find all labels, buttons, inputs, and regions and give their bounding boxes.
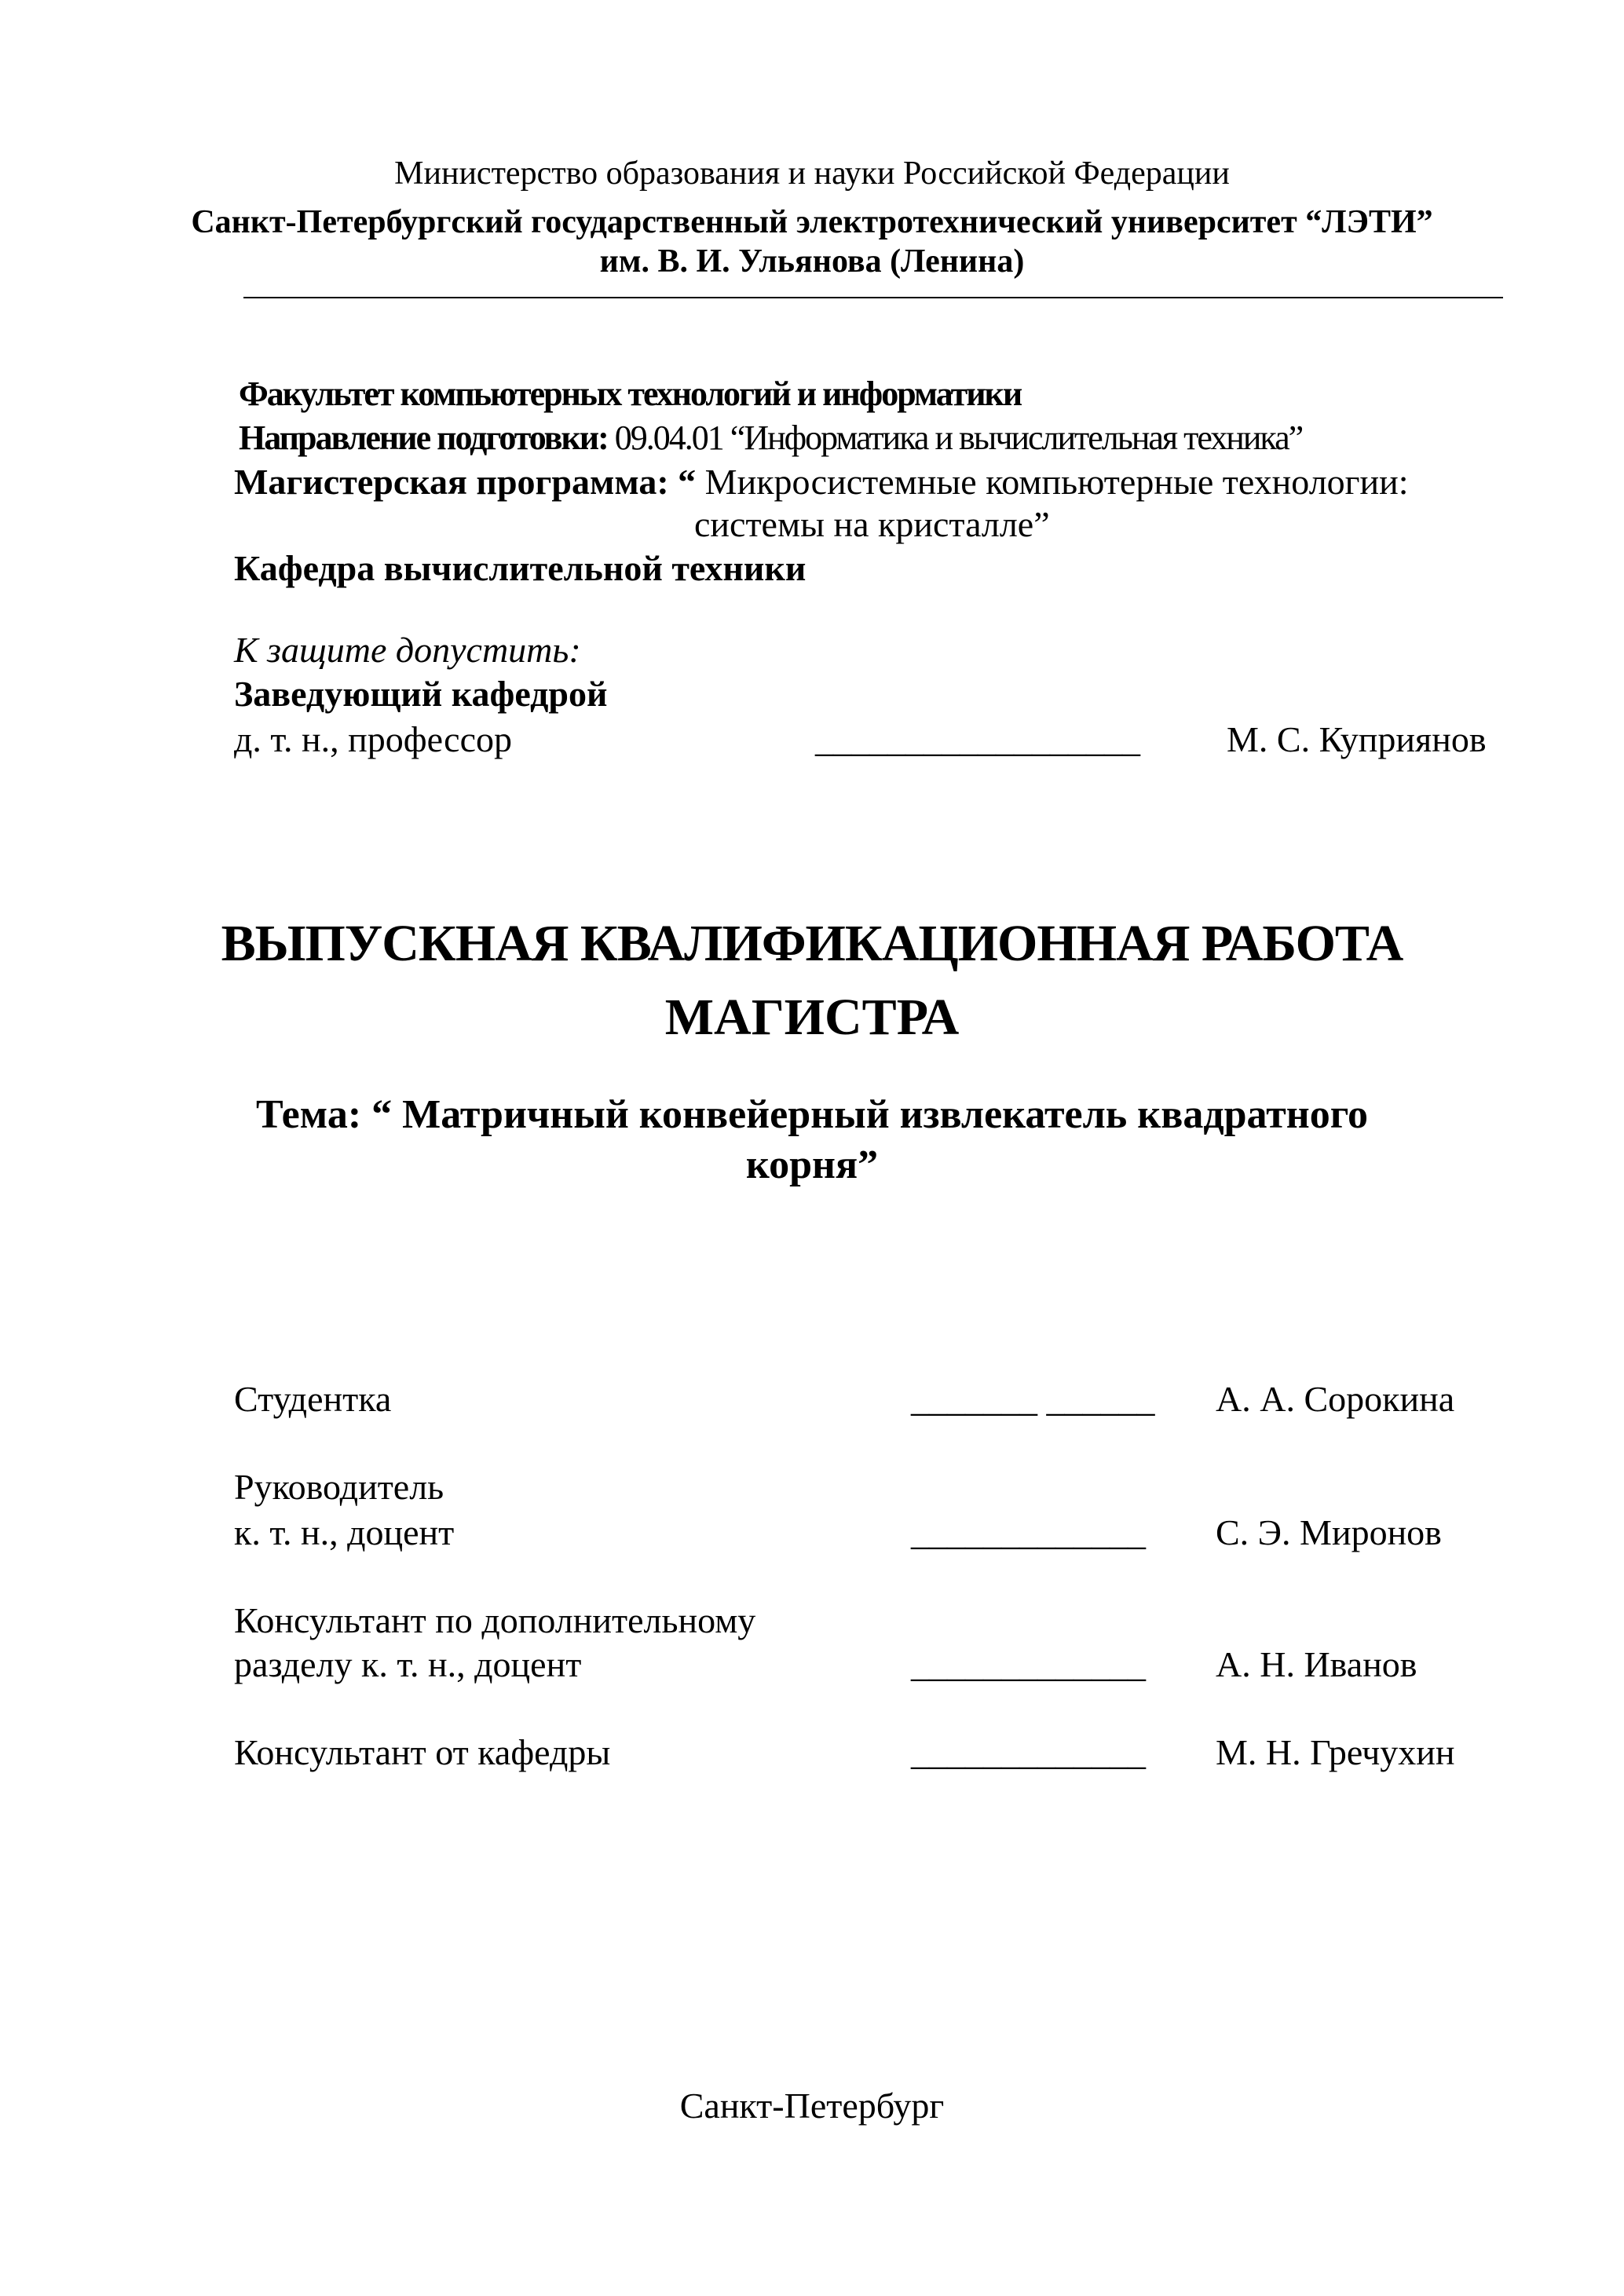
head-degree: д. т. н., профессор — [234, 719, 512, 759]
theme-line2: корня” — [745, 1143, 879, 1187]
signature-line: _____________ — [911, 1512, 1146, 1552]
program-line — [234, 460, 1409, 504]
direction-line — [239, 418, 1302, 459]
signature-name: А. Н. Иванов — [1216, 1644, 1417, 1684]
signature-name: С. Э. Миронов — [1216, 1512, 1442, 1552]
department-line: Кафедра вычислительной техники — [234, 548, 807, 588]
signature-line: _______ ______ — [911, 1379, 1155, 1419]
signature-role-detail: к. т. н., доцент — [234, 1512, 455, 1552]
program-value-line2: системы на кристалле” — [694, 504, 1050, 544]
signature-line: _____________ — [911, 1644, 1146, 1684]
ministry-line: Министерство образования и науки Российской Федерации — [394, 155, 1230, 192]
university-name-sub: им. В. И. Ульянова (Ленина) — [599, 243, 1025, 280]
header-divider — [243, 297, 1503, 298]
signature-role: Студентка — [234, 1379, 392, 1419]
program-value: Микросистемные компьютерные технологии: — [696, 462, 1409, 502]
admit-line: К защите допустить: — [234, 630, 581, 670]
head-title: Заведующий кафедрой — [234, 674, 608, 714]
signature-role: Консультант от кафедры — [234, 1732, 611, 1772]
signature-name: А. А. Сорокина — [1216, 1379, 1455, 1419]
direction-value: 09.04.01 “Информатика и вычислительная техника” — [607, 419, 1303, 457]
direction-label: Направление подготовки: — [239, 419, 608, 457]
footer-city: Санкт-Петербург — [679, 2086, 945, 2126]
head-name: М. С. Куприянов — [1227, 719, 1487, 759]
document-title-line2: МАГИСТРА — [664, 989, 960, 1046]
signature-role-detail: разделу к. т. н., доцент — [234, 1644, 582, 1684]
head-signature-line: __________________ — [815, 719, 1140, 759]
signature-line: _____________ — [911, 1732, 1146, 1772]
faculty-line: Факультет компьютерных технологий и информатики — [239, 375, 1022, 413]
program-label: Магистерская программа: “ — [234, 462, 697, 502]
document-title: ВЫПУСКНАЯ КВАЛИФИКАЦИОННАЯ РАБОТА — [221, 915, 1403, 972]
theme-line: Тема: “ Матричный конвейерный извлекатель квадратного — [255, 1092, 1369, 1137]
signature-role: Руководитель — [234, 1467, 444, 1507]
signature-role: Консультант по дополнительному — [234, 1600, 756, 1640]
signature-name: М. Н. Гречухин — [1216, 1732, 1455, 1772]
university-name: Санкт-Петербургский государственный электротехнический университет “ЛЭТИ” — [191, 204, 1433, 240]
